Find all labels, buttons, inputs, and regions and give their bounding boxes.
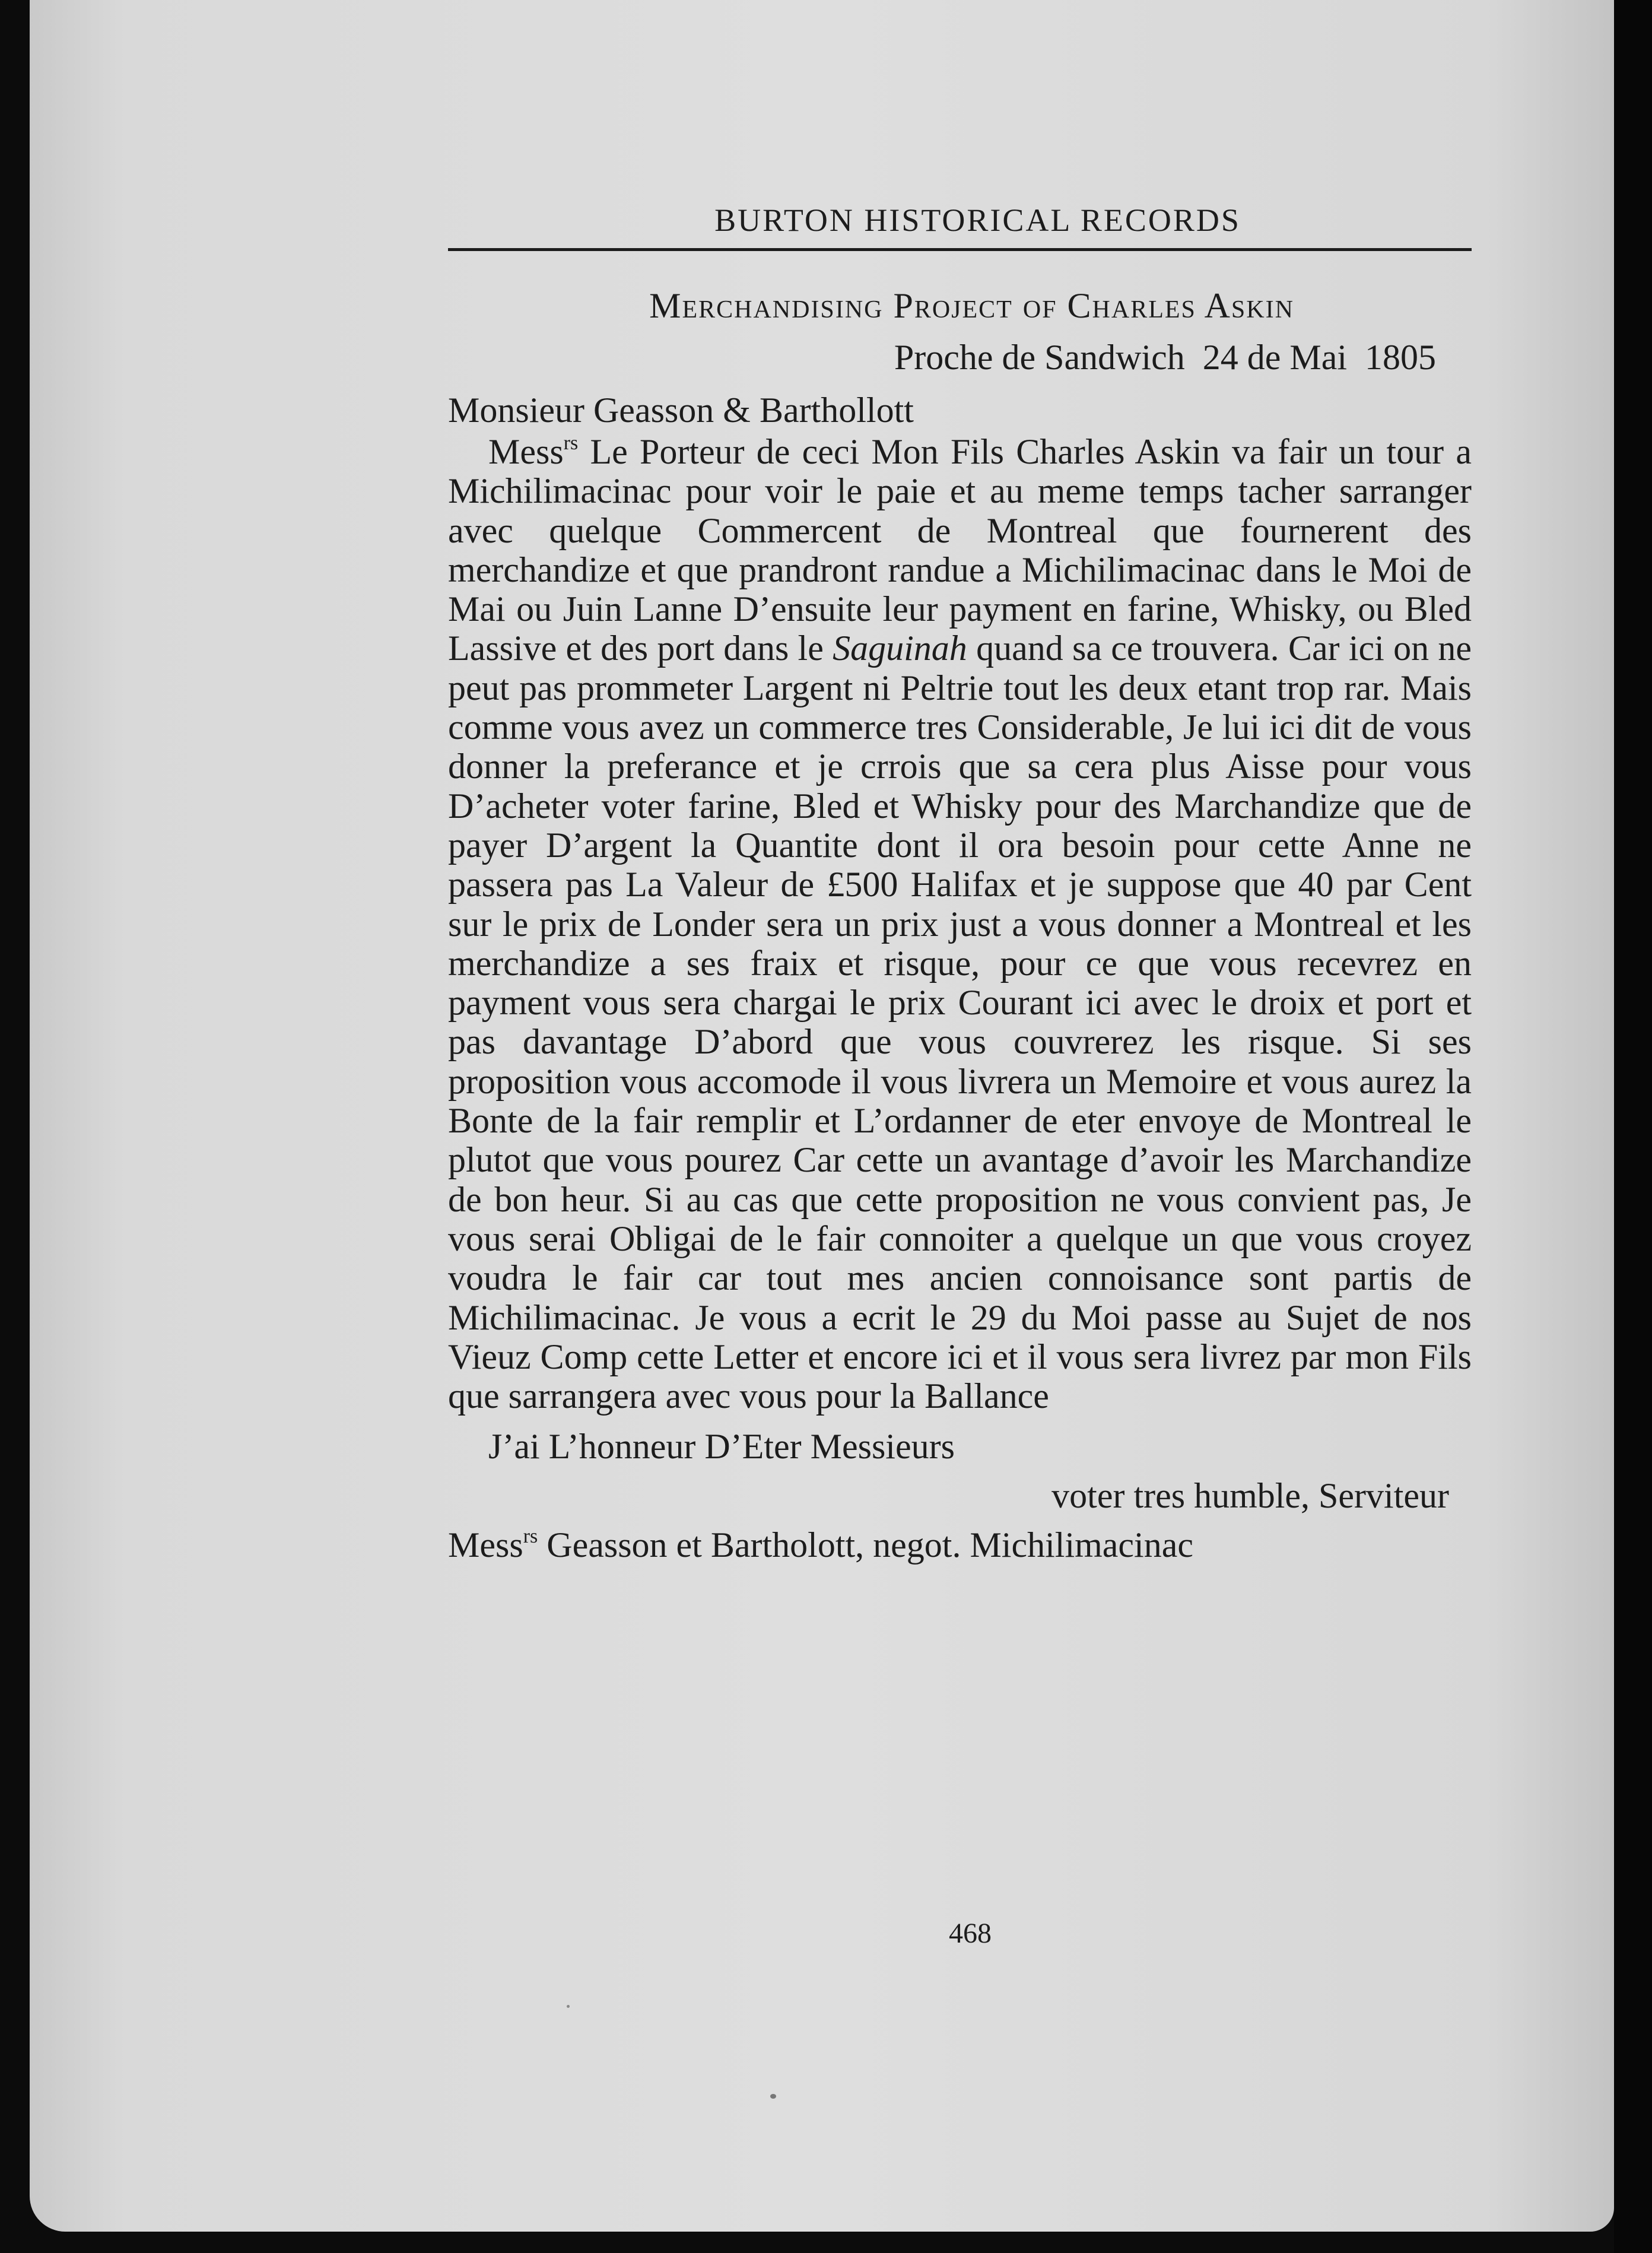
address-line [448,1525,1472,1566]
text-block [448,202,1472,1566]
paper-speck [567,2005,570,2008]
opening-superscript: rs [563,432,579,454]
paper-speck [770,2094,776,2099]
letter-body [448,432,1472,1416]
scanner-edge [1614,0,1652,2253]
letter-body-part1: Le Porteur de ceci Mon Fils Charles Askin va fair un tour a Michilimacinac pour voir le paie et au meme temps tacher sarranger avec quelque Commercent de Montreal que fournerent des merchandize et que prandront randue a Michilimacinac dans le Moi de Mai ou Juin Lanne D’ensuite leur payment en farine, Whisky, ou Bled Lassive et des port dans le [448,432,1472,668]
signature-line: voter tres humble, Serviteur [1051,1476,1449,1516]
salutation: Monsieur Geasson & Barthollott [448,391,914,430]
address-text: Geasson et Bartholott, negot. Michilimacinac [538,1525,1193,1565]
dateline: Proche de Sandwich 24 de Mai 1805 [894,338,1436,377]
address-superscript: rs [523,1525,538,1548]
letter-body-part2: quand sa ce trouvera. Car ici on ne peut pas prommeter Largent ni Peltrie tout les deux etant trop rar. Mais comme vous avez un commerce tres Considerable, Je lui ici dit de vous donner la preferance et je crrois que sa cera plus Aisse pour vous D’acheter voter farine, Bled et Whisky pour des Marchandize que de payer D’argent la Quantite dont il ora besoin pour cette Anne ne passera pas La Valeur de £500 Halifax et je suppose que 40 par Cent sur le prix de Londer sera un prix just a vous donner a Montreal et les merchandize a ses fraix et risque, pour ce que vous recevrez en payment vous sera chargai le prix Courant ici avec le droix et port et pas davantage D’abord que vous couvrerez les risque. Si ses proposition vous accomode il vous livrera un Memoire et vous aurez la Bonte de la fair remplir et L’ordanner de eter envoye de Montreal le plutot que vous pourez Car cette un avantage d’avoir les Marchandize de bon heur. Si au cas que cette proposition ne vous convient pas, Je vous serai Obligai de le fair connoiter a quelque un que vous croyez voudra le fair car tout mes ancien connoisance sont partis de Michilimacinac. Je vous a ecrit le 29 du Moi passe au Sujet de nos Vieuz Comp cette Letter et encore ici et il vous sera livrez par mon Fils que sarrangera avec vous pour la Ballance [448,629,1472,1416]
header-rule [448,248,1472,251]
document-title: Merchandising Project of Charles Askin [649,286,1294,325]
opening-abbreviation: Mess [488,432,564,471]
page-number: 468 [949,1918,992,1949]
running-head: BURTON HISTORICAL RECORDS [714,202,1241,238]
closing-line: J’ai L’honneur D’Eter Messieurs [488,1427,955,1467]
address-abbreviation: Mess [448,1525,523,1565]
ship-name: Saguinah [833,629,967,668]
